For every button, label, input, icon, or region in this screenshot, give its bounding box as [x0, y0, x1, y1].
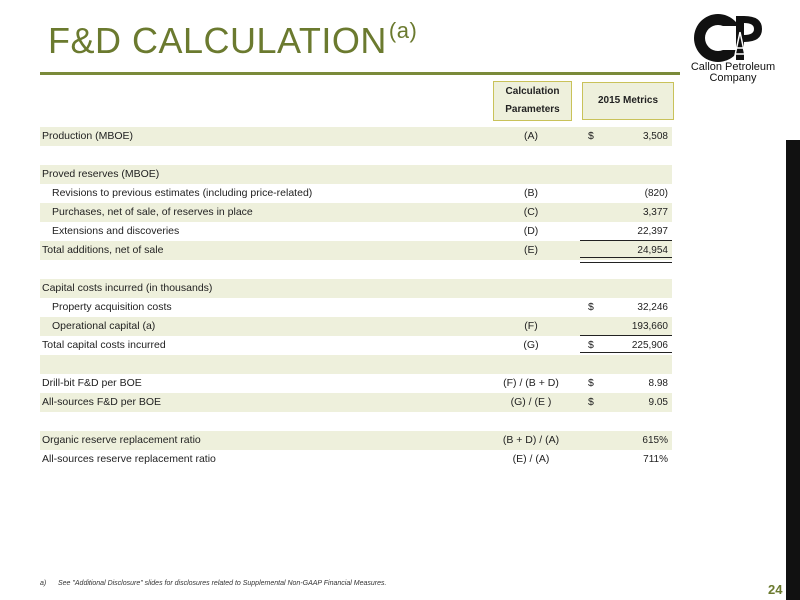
row-parameter: (E) / (A) [512, 453, 550, 465]
table-row [40, 260, 672, 279]
row-dollar-sign: $ [588, 301, 594, 313]
row-value: 8.98 [648, 378, 668, 389]
row-dollar-sign: $ [588, 377, 594, 389]
row-label: All-sources reserve replacement ratio [42, 453, 216, 465]
row-value: 711% [643, 454, 668, 465]
header-calc-line2: Parameters [505, 104, 560, 115]
row-parameter: (G) [523, 339, 539, 351]
row-dollar-sign: $ [588, 396, 594, 408]
logo-cp-icon [678, 12, 788, 64]
row-value: 22,397 [637, 226, 668, 237]
table-row [40, 450, 672, 469]
header-calculation-parameters [493, 81, 572, 121]
row-parameter: (B) [524, 187, 538, 199]
table-row [40, 393, 672, 412]
logo-line2: Company [709, 72, 757, 84]
title-text: F&D CALCULATION [48, 20, 387, 61]
row-value: 225,906 [631, 340, 668, 351]
row-parameter: (B + D) / (A) [502, 434, 560, 446]
table-row [40, 146, 672, 165]
row-value: 193,660 [631, 321, 668, 332]
footnote-text: See "Additional Disclosure" slides for disclosures related to Supplemental Non-GAAP Financial Measures. [58, 580, 387, 587]
table-row [40, 222, 672, 241]
table-row [40, 355, 672, 374]
logo-text [678, 62, 788, 84]
row-value: 3,508 [642, 131, 668, 142]
table-row [40, 184, 672, 203]
row-label: Production (MBOE) [42, 130, 134, 142]
footnote-mark: a) [40, 580, 47, 587]
title-superscript: (a) [388, 18, 418, 43]
row-label: Property acquisition costs [52, 301, 172, 313]
row-label: Revisions to previous estimates (including price-related) [52, 187, 313, 199]
row-parameter: (G) / (E ) [510, 396, 552, 408]
row-dollar-sign: $ [588, 130, 594, 142]
row-value: 615% [642, 435, 668, 446]
row-parameter: (C) [523, 206, 539, 218]
row-label: All-sources F&D per BOE [42, 396, 162, 408]
row-label: Organic reserve replacement ratio [42, 434, 201, 446]
row-parameter: (D) [523, 225, 539, 237]
row-parameter: (A) [524, 130, 538, 142]
row-label: Capital costs incurred (in thousands) [42, 282, 213, 294]
table-row [40, 431, 672, 450]
table-row [40, 127, 672, 146]
row-label: Proved reserves (MBOE) [42, 168, 160, 180]
row-value: 24,954 [637, 245, 668, 256]
row-dollar-sign: $ [588, 339, 594, 351]
row-value: (820) [644, 188, 668, 199]
table-row [40, 203, 672, 222]
table-row [40, 165, 672, 184]
row-label: Operational capital (a) [52, 320, 156, 332]
row-value: 32,246 [637, 302, 668, 313]
table-row [40, 279, 672, 298]
footnote [40, 580, 386, 587]
table-row [40, 336, 672, 355]
row-value: 9.05 [648, 397, 668, 408]
row-label: Purchases, net of sale, of reserves in place [52, 206, 253, 218]
table-row [40, 317, 672, 336]
page-title [48, 20, 417, 62]
row-parameter: (E) [524, 244, 538, 256]
header-calc-line1: Calculation [505, 86, 560, 97]
title-underline [40, 72, 680, 75]
row-parameter: (F) / (B + D) [503, 377, 559, 389]
row-label: Extensions and discoveries [52, 225, 180, 237]
table-row [40, 374, 672, 393]
header-2015-metrics [582, 82, 674, 120]
row-label: Total additions, net of sale [42, 244, 164, 256]
table-row [40, 298, 672, 317]
page-number: 24 [768, 582, 783, 597]
row-value: 3,377 [642, 207, 668, 218]
right-edge-bar [786, 140, 800, 600]
table-row [40, 412, 672, 431]
header-metrics-label: 2015 Metrics [597, 95, 659, 106]
table-row [40, 241, 672, 260]
company-logo [678, 12, 788, 92]
row-label: Drill-bit F&D per BOE [42, 377, 142, 389]
row-label: Total capital costs incurred [42, 339, 166, 351]
row-parameter: (F) [524, 320, 538, 332]
logo-line1: Callon Petroleum [690, 61, 776, 73]
fd-calculation-table [40, 127, 672, 469]
